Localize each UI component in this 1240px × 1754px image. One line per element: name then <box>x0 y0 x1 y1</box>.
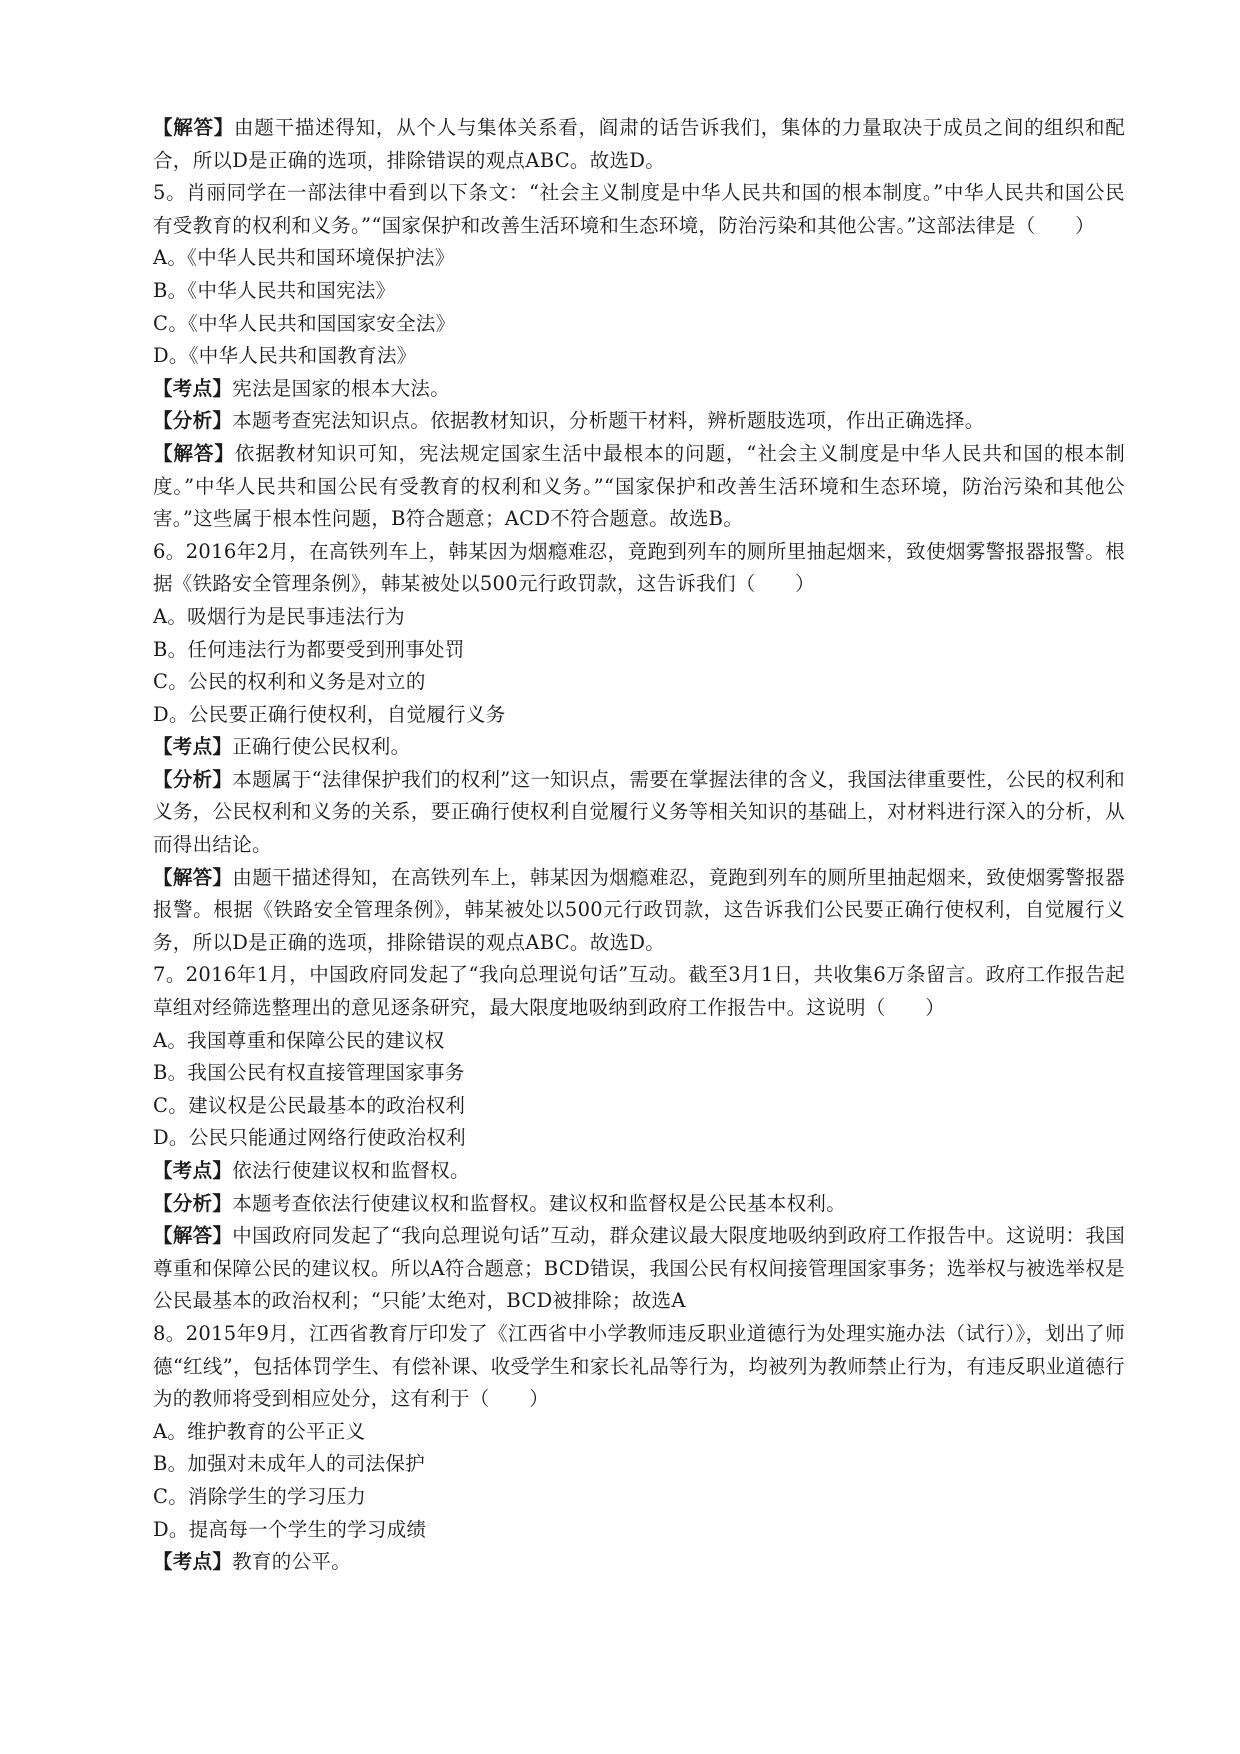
keypoint-tag: 【考点】 <box>153 1159 233 1182</box>
question-6-answer <box>153 862 1125 960</box>
answer-tag: 【解答】 <box>153 1224 233 1248</box>
question-8-stem: 8。2015年9月，江西省教育厅印发了《江西省中小学教师违反职业道德行为处理实施办法（试行）》，划出了师德“红线”，包括体罚学生、有偿补课、收受学生和家长礼品等行为，均被列为教师禁止行为，有违反职业道德行为的教师将受到相应处分，这有利于（ ） <box>153 1321 1125 1411</box>
answer-text: 依据教材知识可知，宪法规定国家生活中最根本的问题，“社会主义制度是中华人民共和国的根本制度。”中华人民共和国公民有受教育的权利和义务。”“国家保护和改善生活环境和生态环境，防治污染和其他公害。”这些属于根本性问题，B符合题意；ACD不符合题意。故选B。 <box>153 441 1126 531</box>
analysis-tag: 【分析】 <box>153 1191 233 1215</box>
question-6-analysis <box>153 764 1125 862</box>
analysis-text: 本题考查宪法知识点。依据教材知识，分析题干材料，辨析题肢选项，作出正确选择。 <box>232 409 985 433</box>
question-7-option-c: C。建议权是公民最基本的政治权利 <box>153 1093 466 1117</box>
question-8-option-c: C。消除学生的学习压力 <box>153 1484 367 1508</box>
question-7-answer <box>153 1220 1125 1318</box>
question-7-option-b: B。我国公民有权直接管理国家事务 <box>153 1061 465 1085</box>
answer-tag: 【解答】 <box>153 865 233 889</box>
analysis-text: 本题属于“法律保护我们的权利”这一知识点，需要在掌握法律的含义，我国法律重要性，公民的权利和义务，公民权利和义务的关系，要正确行使权利自觉履行义务等相关知识的基础上，对材料进行深入的分析，从而得出结论。 <box>153 767 1125 857</box>
keypoint-text: 宪法是国家的根本大法。 <box>232 376 451 400</box>
question-7-option-d: D。公民只能通过网络行使政治权利 <box>153 1126 466 1150</box>
analysis-text: 本题考查依法行使建议权和监督权。建议权和监督权是公民基本权利。 <box>232 1191 847 1215</box>
analysis-tag: 【分析】 <box>153 767 233 791</box>
question-7-analysis <box>153 1188 1125 1221</box>
keypoint-text: 教育的公平。 <box>232 1550 352 1574</box>
question-5-option-d: D。《中华人民共和国教育法》 <box>153 344 417 368</box>
question-5-analysis <box>153 405 1125 438</box>
question-6-option-b: B。任何违法行为都要受到刑事处罚 <box>153 637 465 661</box>
analysis-tag: 【分析】 <box>153 409 233 433</box>
answer-paragraph <box>153 112 1125 177</box>
question-6-option-d: D。公民要正确行使权利，自觉履行义务 <box>153 702 506 726</box>
question-8-option-d: D。提高每一个学生的学习成绩 <box>153 1517 427 1541</box>
answer-text: 由题干描述得知，在高铁列车上，韩某因为烟瘾难忍，竟跑到列车的厕所里抽起烟来，致使烟雾警报器报警。根据《铁路安全管理条例》，韩某被处以500元行政罚款，这告诉我们公民要正确行使权利，自觉履行义务，所以D是正确的选项，排除错误的观点ABC。故选D。 <box>153 865 1125 954</box>
question-5-option-b: B。《中华人民共和国宪法》 <box>153 278 396 302</box>
question-6-keypoint <box>153 731 1125 764</box>
question-8-keypoint <box>153 1546 1125 1579</box>
keypoint-tag: 【考点】 <box>153 376 233 400</box>
question-5-option-a: A。《中华人民共和国环境保护法》 <box>153 246 455 270</box>
answer-text: 中国政府同发起了“我向总理说句话”互动，群众建议最大限度地吸纳到政府工作报告中。这说明：我国尊重和保障公民的建议权。所以A符合题意；BCD错误，我国公民有权间接管理国家事务；选举权与被选举权是公民最基本的政治权利；“只能’太绝对，BCD被排除；故选A <box>153 1224 1125 1313</box>
question-5-keypoint <box>153 373 1125 406</box>
question-8-option-b: B。加强对未成年人的司法保护 <box>153 1452 426 1476</box>
answer-tag: 【解答】 <box>153 441 235 465</box>
document-page <box>153 112 1125 1579</box>
keypoint-tag: 【考点】 <box>153 1550 233 1574</box>
question-6-option-c: C。公民的权利和义务是对立的 <box>153 670 426 694</box>
keypoint-text: 正确行使公民权利。 <box>232 735 411 759</box>
answer-tag: 【解答】 <box>153 116 235 139</box>
question-6-stem: 6。2016年2月，在高铁列车上，韩某因为烟瘾难忍，竟跑到列车的厕所里抽起烟来，致使烟雾警报器报警。根据《铁路安全管理条例》，韩某被处以500元行政罚款，这告诉我们（ ） <box>153 539 1125 596</box>
keypoint-tag: 【考点】 <box>153 735 233 759</box>
answer-text: 由题干描述得知，从个人与集体关系看，阎肃的话告诉我们，集体的力量取决于成员之间的组织和配合，所以D是正确的选项，排除错误的观点ABC。故选D。 <box>153 116 1126 172</box>
question-7-keypoint <box>153 1155 1125 1188</box>
keypoint-text: 依法行使建议权和监督权。 <box>232 1159 470 1182</box>
question-5-stem: 5。肖丽同学在一部法律中看到以下条文：“社会主义制度是中华人民共和国的根本制度。”中华人民共和国公民有受教育的权利和义务。”“国家保护和改善生活环境和生态环境，防治污染和其他公害。”这部法律是（ ） <box>153 181 1125 237</box>
question-7-option-a: A。我国尊重和保障公民的建议权 <box>153 1028 445 1052</box>
question-6-option-a: A。吸烟行为是民事违法行为 <box>153 604 405 628</box>
question-5-option-c: C。《中华人民共和国国家安全法》 <box>153 311 456 335</box>
question-5-answer <box>153 438 1125 536</box>
question-7-stem: 7。2016年1月，中国政府同发起了“我向总理说句话”互动。截至3月1日，共收集6万条留言。政府工作报告起草组对经筛选整理出的意见逐条研究，最大限度地吸纳到政府工作报告中。这说明（ ） <box>153 963 1125 1020</box>
question-8-option-a: A。维护教育的公平正义 <box>153 1419 366 1443</box>
